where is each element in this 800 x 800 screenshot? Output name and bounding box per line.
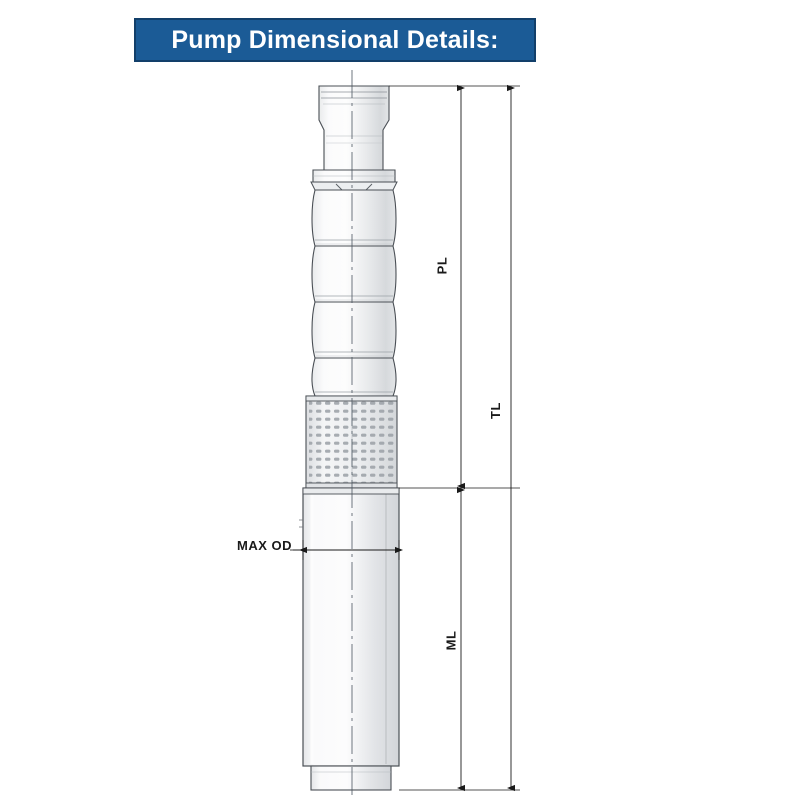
dimension-label-max-od: MAX OD [237, 538, 292, 553]
suction-screen [306, 396, 397, 488]
motor-body [299, 488, 399, 790]
dimension-label-tl: TL [487, 402, 503, 419]
pump-body-group [299, 70, 399, 798]
pump-stages [312, 190, 396, 396]
dimension-label-pl: PL [434, 256, 450, 275]
discharge-head [311, 86, 397, 190]
dimension-label-ml: ML [443, 630, 459, 651]
page-title: Pump Dimensional Details: [171, 25, 499, 54]
